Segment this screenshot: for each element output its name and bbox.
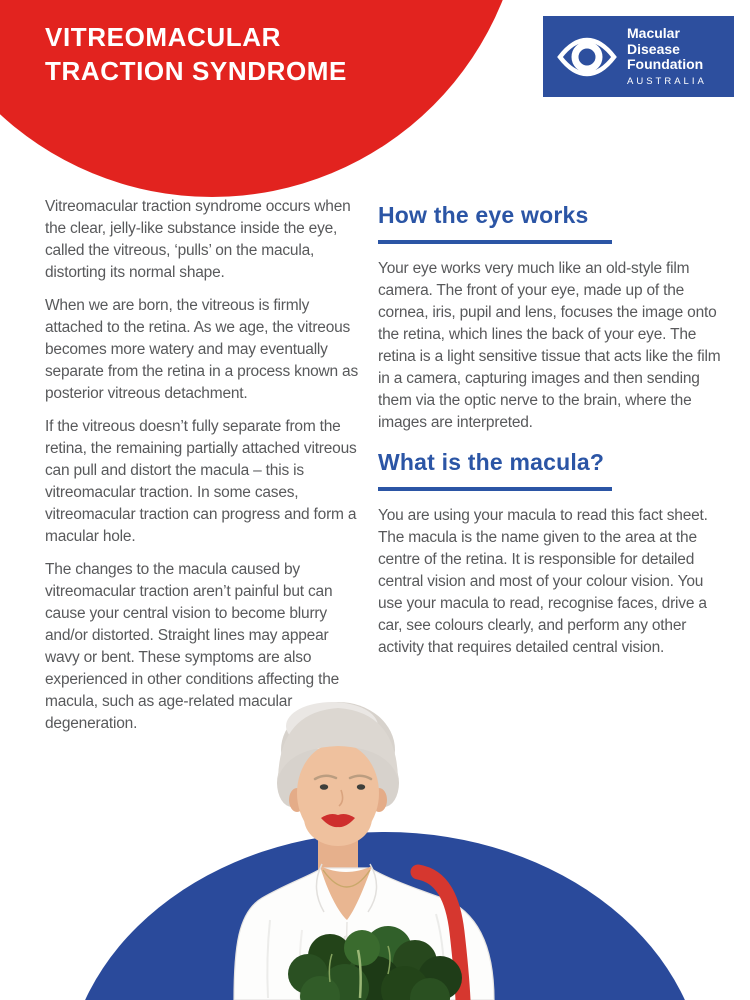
paragraph-intro-1: Vitreomacular traction syndrome occurs when the clear, jelly-like substance inside the eye, called the vitreous, ‘pulls’ on the macula, distorting its normal shape. — [45, 198, 351, 281]
logo-name-line-1: Macular — [627, 25, 680, 42]
heading-rule — [378, 240, 612, 244]
section-heading: What is the macula? — [378, 449, 605, 475]
section-how-the-eye-works — [378, 202, 722, 434]
logo — [543, 16, 734, 97]
logo-country: AUSTRALIA — [627, 75, 707, 87]
page-title-line-2: TRACTION SYNDROME — [45, 56, 347, 86]
intro-column — [45, 196, 367, 746]
heading-rule — [378, 487, 612, 491]
logo-text — [627, 26, 707, 87]
woman-illustration — [210, 698, 520, 1000]
section-paragraph: Your eye works very much like an old-style film camera. The front of your eye, made up of the cornea, iris, pupil and lens, focuses the image onto the retina, which lines the back of your eye. The retina is a light sensitive tissue that acts like the film in a camera, capturing images and then sending them via the optic nerve to the brain, where the images are interpreted. — [378, 260, 721, 431]
section-paragraph: You are using your macula to read this fact sheet. The macula is the name given to the area at the centre of the retina. It is responsible for detailed central vision and most of your colour vision. You use your macula to read, recognise faces, drive a car, see colours clearly, and perform any other activity that requires detailed central vision. — [378, 507, 708, 656]
section-heading: How the eye works — [378, 202, 589, 228]
paragraph-intro-4: The changes to the macula caused by vitreomacular traction aren’t painful but can cause your central vision to become blurry and/or distorted. Straight lines may appear wavy or bent. These symptoms are also experienced in other conditions affecting the macula, such as age-related macular degeneration. — [45, 561, 340, 732]
logo-name-line-2: Disease — [627, 40, 680, 57]
section-what-is-the-macula — [378, 449, 722, 659]
eye-icon — [556, 34, 618, 80]
paragraph-intro-3: If the vitreous doesn’t fully separate from the retina, the remaining partially attached vitreous can pull and distort the macula – this is vitreomacular traction. In some cases, vitreomacular traction can progress and form a macular hole. — [45, 418, 357, 545]
page-title-line-1: VITREOMACULAR — [45, 22, 282, 52]
page-title — [45, 20, 347, 88]
hero-photo — [210, 698, 520, 1000]
logo-name-line-3: Foundation — [627, 56, 704, 73]
paragraph-intro-2: When we are born, the vitreous is firmly attached to the retina. As we age, the vitreous becomes more watery and may eventually separate from the retina in a process known as posterior vitreous detachment. — [45, 297, 359, 402]
content-column — [378, 196, 722, 674]
